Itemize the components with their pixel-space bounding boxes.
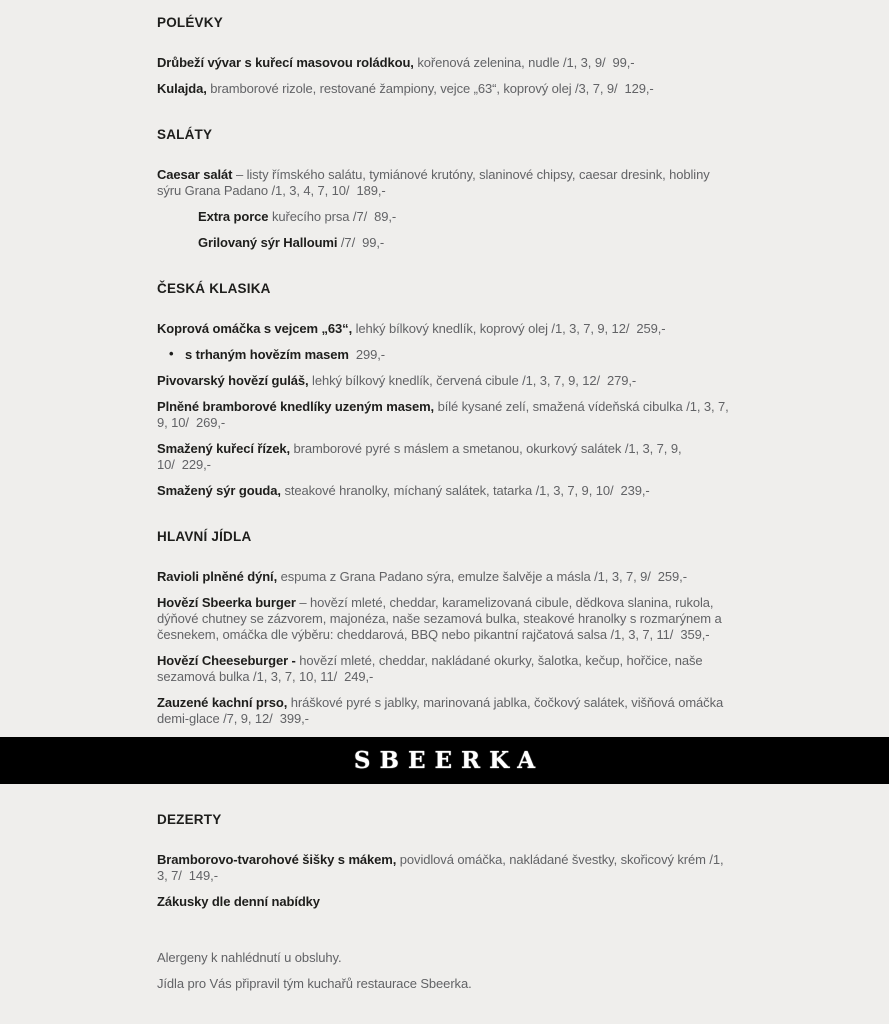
menu-item-description: kořenová zelenina, nudle /1, 3, 9/ [417, 55, 606, 70]
menu-item-description: /7/ [340, 235, 356, 250]
menu-item-price: 259,- [657, 569, 687, 584]
menu-item-price: 99,- [612, 55, 635, 70]
section-salaty [157, 127, 732, 251]
menu-item-name: Drůbeží vývar s kuřecí masovou roládkou, [157, 55, 414, 70]
menu-item-description: bílé kysané zelí, smažená vídeňská cibulka /1, 3, 7, 9, 10/ [157, 399, 729, 430]
sbeerka-logo: SBEERKA [353, 747, 545, 774]
menu-item [157, 373, 732, 389]
menu-item-name: Zákusky dle denní nabídky [157, 894, 320, 909]
brand-band [0, 737, 889, 784]
menu-item [157, 347, 732, 363]
menu-item-description: bramborové rizole, restované žampiony, vejce „63“, koprový olej /3, 7, 9/ [210, 81, 618, 96]
menu-item-name: Bramborovo-tvarohové šišky s mákem, [157, 852, 397, 867]
menu-footer [157, 950, 732, 1016]
menu-item-name: Ravioli plněné dýní, [157, 569, 278, 584]
section-hlavni-jidla [157, 529, 732, 727]
menu-item-name: Zauzené kachní prso, [157, 695, 288, 710]
menu-item-price: 129,- [624, 81, 654, 96]
menu-item-price: 299,- [355, 347, 386, 362]
menu-item-price: 269,- [195, 415, 226, 430]
menu-item [157, 483, 732, 499]
menu-item [157, 569, 732, 585]
section-dezerty [157, 812, 732, 910]
allergens-note: Alergeny k nahlédnutí u obsluhy. [157, 950, 342, 965]
menu-item-price: 279,- [607, 373, 637, 388]
menu-item [157, 209, 732, 225]
menu-item-name: Plněné bramborové knedlíky uzeným masem, [157, 399, 435, 414]
menu-upper-column [157, 0, 732, 727]
menu-lower-column [157, 812, 732, 1016]
menu-item [157, 399, 732, 431]
menu-item-description: – hovězí mleté, cheddar, karamelizovaná cibule, dědkova slanina, rukola, dýňové chutney se zázvorem, majonéza, naše sezamová bulka, steakové hranolky s rozmarýnem a česnekem, omáčka dle výběru: cheddarová, BBQ nebo pikantní rajčatová salsa /1, 3, 7, 11/ [157, 595, 722, 642]
menu-item-price: 189,- [356, 183, 386, 198]
section-heading-salaty: SALÁTY [157, 127, 213, 142]
menu-item [157, 235, 732, 251]
menu-item [157, 441, 732, 473]
bullet-icon: • [169, 346, 174, 361]
menu-item-description: hráškové pyré s jablky, marinovaná jablka, čočkový salátek, višňová omáčka demi-glace /7, 9, 12/ [157, 695, 724, 726]
menu-item [157, 595, 732, 643]
section-heading-dezerty: DEZERTY [157, 812, 222, 827]
section-ceska-klasika [157, 281, 732, 499]
menu-item [157, 167, 732, 199]
menu-item-description: hovězí mleté, cheddar, nakládané okurky, šalotka, kečup, hořčice, naše sezamová bulka /1, 3, 7, 10, 11/ [157, 653, 703, 684]
menu-item-description: bramborové pyré s máslem a smetanou, okurkový salátek /1, 3, 7, 9, 10/ [157, 441, 682, 472]
menu-item [157, 852, 732, 884]
menu-item-description: espuma z Grana Padano sýra, emulze šalvěje a másla /1, 3, 7, 9/ [280, 569, 651, 584]
menu-item-price: 259,- [636, 321, 666, 336]
menu-item [157, 55, 732, 71]
menu-item-name: Smažený kuřecí řízek, [157, 441, 291, 456]
menu-item [157, 653, 732, 685]
chefs-note: Jídla pro Vás připravil tým kuchařů restaurace Sbeerka. [157, 976, 472, 991]
section-heading-polevky: POLÉVKY [157, 15, 223, 30]
section-heading-ceska-klasika: ČESKÁ KLASIKA [157, 281, 271, 296]
menu-item-price: 229,- [181, 457, 211, 472]
menu-item [157, 894, 732, 910]
menu-item-description: lehký bílkový knedlík, červená cibule /1, 3, 7, 9, 12/ [312, 373, 601, 388]
menu-item [157, 81, 732, 97]
menu-item-description: povidlová omáčka, nakládané švestky, skořicový krém /1, 3, 7/ [157, 852, 724, 883]
menu-item-name: Grilovaný sýr Halloumi [198, 235, 338, 250]
menu-item-name: Smažený sýr gouda, [157, 483, 281, 498]
menu-item-name: Pivovarský hovězí guláš, [157, 373, 309, 388]
menu-item-name: Koprová omáčka s vejcem „63“, [157, 321, 353, 336]
menu-item-price: 89,- [374, 209, 397, 224]
menu-item-description: – listy římského salátu, tymiánové krutóny, slaninové chipsy, caesar dresink, hobliny sýru Grana Padano /1, 3, 4, 7, 10/ [157, 167, 710, 198]
menu-item-price: 99,- [362, 235, 385, 250]
section-heading-hlavni-jidla: HLAVNÍ JÍDLA [157, 529, 252, 544]
menu-item-name: Hovězí Sbeerka burger [157, 595, 296, 610]
menu-item-name: Kulajda, [157, 81, 207, 96]
menu-item-description: lehký bílkový knedlík, koprový olej /1, 3, 7, 9, 12/ [355, 321, 630, 336]
menu-item-name: Hovězí Cheeseburger - [157, 653, 296, 668]
menu-item-price: 149,- [188, 868, 218, 883]
menu-item-price: 249,- [344, 669, 374, 684]
menu-item-price: 359,- [680, 627, 710, 642]
menu-item-name: Extra porce [198, 209, 269, 224]
menu-item [157, 321, 732, 337]
section-polevky [157, 15, 732, 97]
menu-item [157, 695, 732, 727]
menu-item-description: kuřecího prsa /7/ [271, 209, 368, 224]
menu-item-name: Caesar salát [157, 167, 233, 182]
menu-item-name: s trhaným hovězím masem [185, 347, 349, 362]
menu-item-price: 399,- [279, 711, 309, 726]
menu-item-price: 239,- [620, 483, 650, 498]
menu-item-description: steakové hranolky, míchaný salátek, tatarka /1, 3, 7, 9, 10/ [284, 483, 614, 498]
